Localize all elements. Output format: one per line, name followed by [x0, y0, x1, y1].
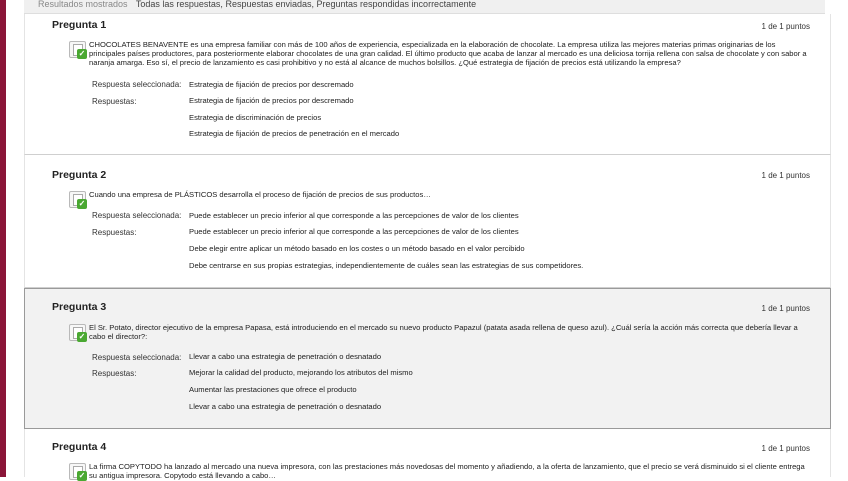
left-accent-bar: [0, 0, 6, 477]
selected-answer: Llevar a cabo una estrategia de penetración o desnatado: [189, 352, 382, 361]
answer-option: Debe centrarse en sus propias estrategias, independientemente de cuáles sean las estrategias de sus competidores.: [189, 261, 584, 270]
answer-option: Mejorar la calidad del producto, mejorando los atributos del mismo: [189, 368, 413, 377]
question-block-2: [24, 155, 831, 288]
answers-label: Respuestas:: [92, 228, 137, 237]
selected-answer: Estrategia de fijación de precios por descremado: [189, 80, 354, 89]
answer-option: Debe elegir entre aplicar un método basado en los costes o un método basado en el valor percibido: [189, 244, 525, 253]
answer-option: Estrategia de discriminación de precios: [189, 113, 322, 122]
question-text: CHOCOLATES BENAVENTE es una empresa familiar con más de 100 años de experiencia, especializada en la elaboración de chocolate. La empresa utiliza las mejores materias primas originarias de los principales países productores, para posteriormente elaborar chocolates de una gran calidad. El último producto que acaba de lanzar al mercado es una deliciosa torrija rellena con salsa de chocolate y con sabor a naranja amarga. Eso sí, el precio de lanzamiento es casi prohibitivo y no está al alcance de muchos bolsillos. ¿Qué estrategia de fijación de precios está utilizando la empresa?: [89, 40, 807, 67]
question-title: Pregunta 1: [52, 19, 107, 31]
selected-answer: Puede establecer un precio inferior al que corresponde a las percepciones de valor de los clientes: [189, 211, 519, 220]
question-block-4: [24, 429, 831, 480]
selected-answer-label: Respuesta seleccionada:: [92, 353, 182, 362]
question-title: Pregunta 4: [52, 441, 107, 453]
correct-answer-icon: ✓: [69, 324, 86, 341]
answer-option: Estrategia de fijación de precios por descremado: [189, 96, 354, 105]
selected-answer-label: Respuesta seleccionada:: [92, 211, 182, 220]
question-text: Cuando una empresa de PLÁSTICOS desarrolla el proceso de fijación de precios de sus productos…: [89, 190, 431, 199]
question-text: El Sr. Potato, director ejecutivo de la empresa Papasa, está introduciendo en el mercado su nuevo producto Papazul (patata asada rellena de queso azul). ¿Cuál sería la acción más correcta que debería llevar a cabo el director?:: [89, 323, 798, 341]
correct-answer-icon: ✓: [69, 463, 86, 480]
answers-label: Respuestas:: [92, 97, 137, 106]
correct-answer-icon: ✓: [69, 191, 86, 208]
question-block-3: [24, 288, 831, 429]
question-points: 1 de 1 puntos: [761, 22, 810, 31]
results-label: Resultados mostrados: [38, 0, 128, 9]
question-title: Pregunta 2: [52, 169, 107, 181]
results-shown-bar: [24, 0, 825, 14]
question-block-1: [24, 14, 831, 155]
answer-option: Estrategia de fijación de precios de penetración en el mercado: [189, 129, 400, 138]
answer-option: Aumentar las prestaciones que ofrece el producto: [189, 385, 357, 394]
answers-label: Respuestas:: [92, 369, 137, 378]
question-title: Pregunta 3: [52, 301, 107, 313]
question-text: La firma COPYTODO ha lanzado al mercado una nueva impresora, con las prestaciones más novedosas del momento y añadiendo, a la oferta de lanzamiento, que el precio se verá disminuido si el cliente entrega su antigua impresora. Copytodo está llevando a cabo…: [89, 462, 805, 480]
correct-answer-icon: ✓: [69, 41, 86, 58]
answer-option: Llevar a cabo una estrategia de penetración o desnatado: [189, 402, 382, 411]
answer-option: Puede establecer un precio inferior al que corresponde a las percepciones de valor de los clientes: [189, 227, 519, 236]
question-points: 1 de 1 puntos: [761, 171, 810, 180]
question-points: 1 de 1 puntos: [761, 444, 810, 453]
question-points: 1 de 1 puntos: [761, 304, 810, 313]
selected-answer-label: Respuesta seleccionada:: [92, 80, 182, 89]
results-value: Todas las respuestas, Respuestas enviadas, Preguntas respondidas incorrectamente: [135, 0, 477, 9]
